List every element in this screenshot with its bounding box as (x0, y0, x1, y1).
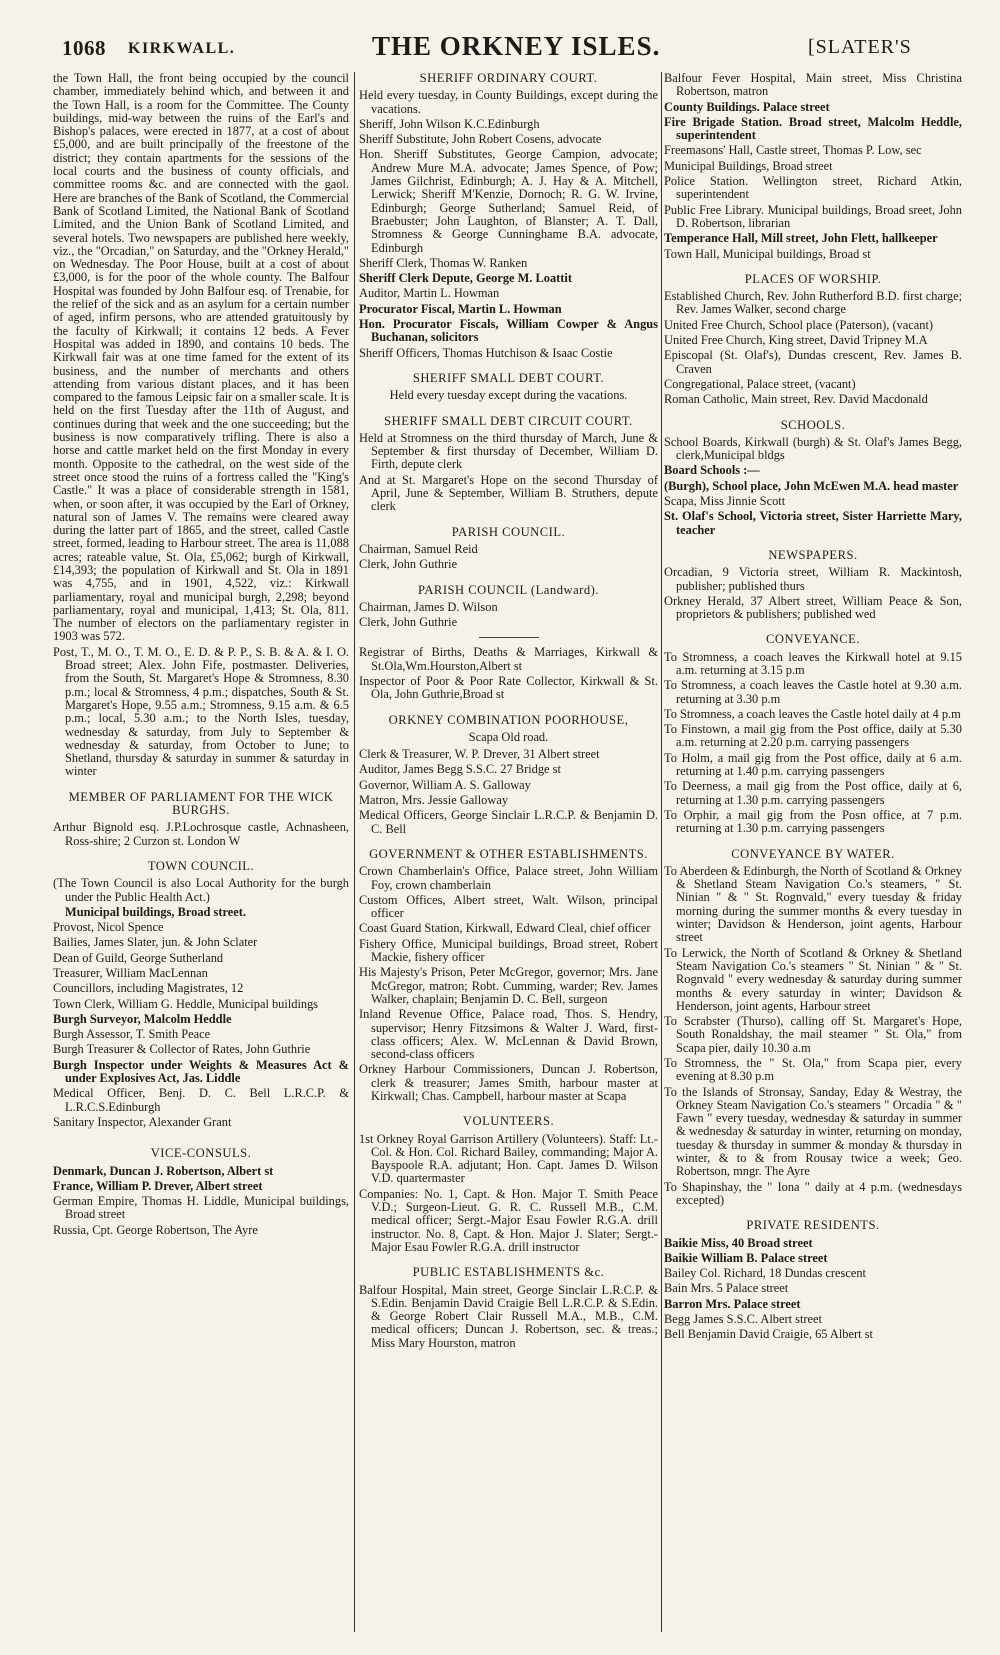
directory-entry: Coast Guard Station, Kirkwall, Edward Cleal, chief officer (359, 921, 651, 936)
directory-entry: Board Schools :— (664, 463, 760, 478)
section-heading-circuit-court: SHERIFF SMALL DEBT CIRCUIT COURT. (384, 413, 633, 428)
directory-entry: Medical Officer, Benj. D. C. Bell L.R.C.P. & L.R.C.S.Edinburgh (53, 1086, 349, 1114)
directory-entry: Sheriff Clerk Depute, George M. Loattit (359, 271, 572, 286)
directory-entry: Auditor, Martin L. Howman (359, 286, 500, 301)
directory-entry: To Stromness, the " St. Ola," from Scapa pier, every evening at 8.30 p.m (664, 1056, 962, 1084)
directory-entry: Episcopal (St. Olaf's), Dundas crescent, Rev. James B. Craven (664, 348, 962, 376)
directory-entry: Crown Chamberlain's Office, Palace street, John William Foy, crown chamberlain (359, 864, 658, 892)
directory-entry: Held every tuesday, in County Buildings, except during the vacations. (359, 88, 658, 116)
directory-entry: To Scrabster (Thurso), calling off St. Margaret's Hope, South Ronaldshay, the mail steamer " St. Ola," from Scapa pier, daily 10.30 a.m (664, 1014, 962, 1055)
directory-entry: Baikie Miss, 40 Broad street (664, 1235, 813, 1250)
directory-entry: Sheriff Substitute, John Robert Cosens, advocate (359, 132, 602, 147)
directory-entry: Town Hall, Municipal buildings, Broad st (664, 246, 871, 261)
column-rule (661, 72, 662, 1632)
directory-entry: Scapa, Miss Jinnie Scott (664, 494, 786, 509)
section-heading-poorhouse: ORKNEY COMBINATION POORHOUSE, (388, 712, 629, 727)
directory-entry: Baikie William B. Palace street (664, 1250, 828, 1265)
section-heading-private: PRIVATE RESIDENTS. (746, 1218, 880, 1233)
directory-entry: To the Islands of Stronsay, Sanday, Eday & Westray, the Orkney Steam Navigation Co.'s steamers " Orcadia " & " Fawn " every tuesday, wednesday & saturday in summer & wednesday & saturday in winter, returning on monday, tuesday & thursday in summer & monday & thursday in winter, & to & from Rousay twice a week; Geo. Robertson, mngr. The Ayre (664, 1084, 962, 1179)
page-title: THE ORKNEY ISLES. (372, 31, 661, 61)
directory-entry: Auditor, James Begg S.S.C. 27 Bridge st (359, 762, 561, 777)
directory-entry: Clerk, John Guthrie (359, 615, 458, 630)
directory-entry: To Shapinshay, the " Iona " daily at 4 p.m. (wednesdays excepted) (664, 1179, 962, 1207)
directory-entry: Balfour Hospital, Main street, George Sinclair L.R.C.P. & S.Edin. Benjamin David Craigie Bell L.R.C.P. & S.Edin. & George Robert Clair Russell M.A., M.B., C.M. medical officers; Duncan J. Robertson, sec. & treas.; Miss Mary Hourston, matron (359, 1282, 658, 1350)
section-heading-sheriff-court: SHERIFF ORDINARY COURT. (419, 71, 598, 85)
section-heading-town-council: TOWN COUNCIL. (147, 858, 255, 873)
directory-entry: Inspector of Poor & Poor Rate Collector, Kirkwall & St. Ola, John Guthrie,Broad st (359, 673, 658, 702)
section-heading-vice-consuls: VICE-CONSULS. (150, 1146, 252, 1161)
directory-entry: Municipal Buildings, Broad street (664, 158, 833, 173)
directory-entry: Companies: No. 1, Capt. & Hon. Major T. Smith Peace V.D.; Surgeon-Lieut. G. R. C. Russell M.B., C.M. medical officer; Sergt.-Major Esau Fowler R.G.A. drill instructor. No. 8, Capt. & Hon. Major J. Slater; Sergt.-Major Esau Fowler R.G.A. drill instructor (359, 1186, 658, 1254)
directory-entry: Fire Brigade Station. Broad street, Malcolm Heddle, superintendent (664, 114, 962, 143)
directory-entry: United Free Church, School place (Paterson), (vacant) (664, 317, 934, 332)
directory-entry: Orkney Herald, 37 Albert street, William Peace & Son, proprietors & publishers; published wed (664, 593, 962, 622)
section-heading-landward: PARISH COUNCIL (Landward). (417, 582, 600, 597)
directory-entry: Custom Offices, Albert street, Walt. Wilson, principal officer (359, 892, 658, 921)
directory-entry: County Buildings. Palace street (664, 99, 830, 114)
directory-entry: Councillors, including Magistrates, 12 (53, 981, 244, 996)
column-middle (359, 72, 658, 1352)
directory-entry: Provost, Nicol Spence (53, 920, 164, 935)
directory-entry: Clerk, John Guthrie (359, 557, 458, 572)
directory-entry: His Majesty's Prison, Peter McGregor, governor; Mrs. Jane McGregor, matron; Robt. Cumming, warder; Rev. James Walker, chaplain; Benjamin D. C. Bell, surgeon (359, 965, 658, 1006)
directory-entry: Denmark, Duncan J. Robertson, Albert st (53, 1163, 274, 1178)
directory-entry: Bell Benjamin David Craigie, 65 Albert st (664, 1327, 873, 1342)
directory-entry: To Orphir, a mail gig from the Posn office, at 7 p.m. returning at 1.30 p.m. carrying passengers (664, 807, 962, 836)
small-debt-entry: Held every tuesday except during the vacations. (389, 388, 628, 403)
directory-entry: Begg James S.S.C. Albert street (664, 1312, 822, 1327)
directory-entry: Freemasons' Hall, Castle street, Thomas P. Low, sec (664, 143, 922, 158)
section-heading-mp: MEMBER OF PARLIAMENT FOR THE WICK BURGHS. (68, 789, 334, 818)
column-left (53, 72, 349, 1239)
directory-entry: To Deerness, a mail gig from the Post office, daily at 6, returning at 1.30 p.m. carrying passengers (664, 779, 962, 807)
directory-entry: Burgh Surveyor, Malcolm Heddle (53, 1011, 232, 1026)
directory-entry: Registrar of Births, Deaths & Marriages, Kirkwall & St.Ola,Wm.Hourston,Albert st (359, 645, 658, 673)
directory-entry: To Stromness, a coach leaves the Castle hotel daily at 4 p.m (664, 706, 961, 721)
directory-entry: To Holm, a mail gig from the Post office, daily at 6 a.m. returning at 1.40 p.m. carrying passengers (664, 750, 962, 779)
section-heading-conveyance: CONVEYANCE. (765, 632, 860, 647)
directory-entry: Public Free Library. Municipal buildings, Broad sreet, John D. Robertson, librarian (664, 202, 962, 230)
directory-entry: Hon. Sheriff Substitutes, George Campion, advocate; Andrew Mure M.A. advocate; James Spence, of Pow; James Gilchrist, Edinburgh; A. J. Hay & A. Mitchell, Lerwick; Sheriff M'Kenzie, Dornoch; R. G. W. Irvine, Edinburgh; George Sutherland; Samuel Reid, of Braebuster; John Laughton, of Blanster; A. T. Dall, Stromness & George Cunninghame B.A. advocate, Edinburgh (359, 147, 658, 255)
directory-entry: Governor, William A. S. Galloway (359, 777, 531, 792)
directory-entry: Burgh Inspector under Weights & Measures Act & under Explosives Act, Jas. Liddle (53, 1057, 349, 1086)
directory-entry: Chairman, Samuel Reid (359, 541, 478, 556)
directory-entry: Sheriff, John Wilson K.C.Edinburgh (359, 116, 540, 131)
directory-entry: Hon. Procurator Fiscals, William Cowper & Angus Buchanan, solicitors (359, 317, 658, 345)
page-header (0, 28, 1000, 68)
section-heading-newspapers: NEWSPAPERS. (768, 547, 858, 562)
mp-entry: Arthur Bignold esq. J.P.Lochrosque castle, Achnasheen, Ross-shire; 2 Curzon st. London W (53, 820, 349, 848)
publisher-mark: [SLATER'S (808, 36, 912, 58)
running-place: KIRKWALL. (128, 40, 236, 57)
directory-entry: Burgh Treasurer & Collector of Rates, John Guthrie (53, 1042, 311, 1057)
directory-entry: Barron Mrs. Palace street (664, 1296, 801, 1311)
directory-entry: St. Olaf's School, Victoria street, Sister Harriette Mary, teacher (664, 509, 962, 537)
directory-entry: Congregational, Palace street, (vacant) (664, 376, 856, 391)
directory-entry: Clerk & Treasurer, W. P. Drever, 31 Albert street (359, 747, 600, 762)
directory-entry: Held at Stromness on the third thursday of March, June & September & first thursday of December, William D. Firth, depute clerk (359, 430, 658, 472)
section-heading-water: CONVEYANCE BY WATER. (731, 846, 895, 861)
directory-entry: Sanitary Inspector, Alexander Grant (53, 1114, 232, 1129)
directory-entry: Treasurer, William MacLennan (53, 966, 208, 980)
directory-entry: Sheriff Clerk, Thomas W. Ranken (359, 255, 528, 270)
directory-entry: Orkney Harbour Commissioners, Duncan J. Robertson, clerk & treasurer; James Smith, harbour master at Kirkwall; Chas. Campbell, harbour master at Scapa (359, 1062, 658, 1103)
directory-entry: France, William P. Drever, Albert street (53, 1178, 263, 1193)
directory-entry: (The Town Council is also Local Authority for the burgh under the Public Health Act.) (53, 876, 349, 904)
directory-entry: German Empire, Thomas H. Liddle, Municipal buildings, Broad street (53, 1194, 349, 1222)
directory-entry: And at St. Margaret's Hope on the second Thursday of April, June & September, William B. Struthers, depute clerk (359, 472, 658, 514)
directory-entry: Established Church, Rev. John Rutherford B.D. first charge; Rev. James Walker, second charge (664, 289, 963, 317)
directory-entry: United Free Church, King street, David Tripney M.A (664, 333, 928, 348)
section-heading-volunteers: VOLUNTEERS. (462, 1114, 555, 1129)
column-right (664, 72, 962, 1344)
page-number: 1068 (62, 36, 106, 60)
directory-entry: To Lerwick, the North of Scotland & Orkney & Shetland Steam Navigation Co.'s steamers " St. Ninian " & " St. Rognvald " every wednesday & saturday during summer months & every saturday in winter; Davidson & Henderson, joint agents, Harbour street (664, 945, 962, 1013)
directory-entry: Town Clerk, William G. Heddle, Municipal buildings (53, 996, 319, 1011)
directory-entry: Balfour Fever Hospital, Main street, Miss Christina Robertson, matron (664, 71, 962, 99)
directory-entry: Burgh Assessor, T. Smith Peace (53, 1027, 211, 1042)
directory-entry: To Stromness, a coach leaves the Castle hotel at 9.30 a.m. returning at 3.30 p.m (664, 678, 962, 706)
directory-entry: 1st Orkney Royal Garrison Artillery (Volunteers). Staff: Lt.-Col. & Hon. Col. Richard Bailey, commanding; Major A. Bayspoole R.A. adjutant; Hon. Capt. James D. Wilson V.D. quartermaster (359, 1131, 658, 1186)
directory-entry: Matron, Mrs. Jessie Galloway (359, 793, 509, 808)
directory-entry: Inland Revenue Office, Palace road, Thos. S. Hendry, supervisor; Henry Fitzsimons & Walter J. Ward, first-class officers; Alex. W. McLennan & David Brown, second-class officers (359, 1007, 658, 1062)
directory-entry: To Stromness, a coach leaves the Kirkwall hotel at 9.15 a.m. returning at 3.15 p.m (664, 649, 962, 677)
directory-entry: School Boards, Kirkwall (burgh) & St. Olaf's James Begg, clerk,Municipal bldgs (664, 434, 962, 463)
directory-entry: (Burgh), School place, John McEwen M.A. head master (664, 478, 959, 493)
directory-entry: Bailies, James Slater, jun. & John Sclater (53, 935, 258, 950)
directory-entry: Medical Officers, George Sinclair L.R.C.P. & Benjamin D. C. Bell (359, 808, 658, 836)
directory-entry: Bain Mrs. 5 Palace street (664, 1281, 789, 1296)
section-heading-schools: SCHOOLS. (780, 417, 846, 432)
directory-entry: Municipal buildings, Broad street. (65, 904, 246, 919)
section-heading-parish-council: PARISH COUNCIL. (451, 524, 566, 539)
directory-entry: To Aberdeen & Edinburgh, the North of Scotland & Orkney & Shetland Steam Navigation Co.'s steamers, " St. Ninian " & " St. Rognvald," every tuesday & friday morning during the summer months & every tuesday in winter; Davidson & Henderson, joint agents, Harbour street (664, 863, 962, 945)
directory-entry: Procurator Fiscal, Martin L. Howman (359, 301, 562, 316)
poorhouse-address: Scapa Old road. (468, 729, 549, 744)
directory-entry: Roman Catholic, Main street, Rev. David Macdonald (664, 392, 928, 407)
directory-entry: Dean of Guild, George Sutherland (53, 950, 224, 965)
section-divider (479, 637, 539, 638)
directory-entry: Police Station. Wellington street, Richard Atkin, superintendent (664, 174, 962, 202)
directory-entry: Sheriff Officers, Thomas Hutchison & Isaac Costie (359, 345, 613, 360)
directory-entry: To Finstown, a mail gig from the Post office, daily at 5.30 a.m. returning at 2.20 p.m. carrying passengers (664, 722, 962, 750)
section-heading-government: GOVERNMENT & OTHER ESTABLISHMENTS. (369, 846, 648, 861)
directory-entry: Temperance Hall, Mill street, John Flett, hallkeeper (664, 231, 938, 246)
post-office-entry: Post, T., M. O., T. M. O., E. D. & P. P., S. B. & A. & I. O. Broad street; Alex. John Fife, postmaster. Deliveries, from the South, St. Margaret's Hope & Stromness, 8.30 p.m.; local & Stromness, 4 p.m.; dispatches, South & St. Margaret's Hope, 9.55 a.m.; Stromness, 9.15 a.m. & 6.5 p.m.; local, 5.30 a.m.; to the North Isles, tuesday, wednesday & saturday, from July to September & wednesday & saturday, from October to June; to Shetland, thursday & saturday in summer & saturday in winter (53, 644, 349, 779)
directory-entry: Chairman, James D. Wilson (359, 599, 498, 614)
directory-entry: Russia, Cpt. George Robertson, The Ayre (53, 1222, 258, 1237)
section-heading-public-establishments: PUBLIC ESTABLISHMENTS &c. (412, 1265, 605, 1280)
section-heading-worship: PLACES OF WORSHIP. (744, 271, 882, 286)
column-rule (354, 72, 355, 1632)
kirkwall-description: the Town Hall, the front being occupied by the council chamber, immediately behind which, and between it and the Town Hall, is a room for the Committee. The County buildings, mid-way between the ruins of the Earl's and Bishop's palaces, were erected in 1877, at a cost of about £5,000, and are built principally of the freestone of the district; they contain apartments for the sessions of the local courts and the business of county officials, and committee rooms &c. and are connected with the gaol. Here are branches of the Bank of Scotland, the Commercial Bank of Scotland Limited, the National Bank of Scotland Limited, and the Union Bank of Scotland Limited, and several hotels. Two newspapers are published here weekly, viz., the "Orcadian," on Saturday, and the "Orkney Herald," on Wednesday. The Poor House, built at a cost of about £3,000, is for the poor of the whole county. The Balfour Hospital was founded by John Balfour esq. of Trenabie, for the relief of the sick and as an asylum for a certain number of aged, infirm persons, who are attended gratuitously by the faculty of Kirkwall; it contains 12 beds. A Fever Hospital was added in 1890, and contains 10 beds. The Kirkwall fair was at one time famed for the extent of its business, and the number of merchants and others attending from various distant places, and it has been compared to the famous Leipsic fair on a smaller scale. It is held on the first Tuesday after the 11th of August, and continues during that week and the one succeeding; but the business is now comparatively trifling. There is also a horse and cattle market held on the first Monday in every month. Opposite to the cathedral, on the west side of the street once stood the ruins of a fortress called the "King's Castle." It was a place of considerable strength in 1581, when, or soon after, it was occupied by the Earl of Orkney, natural son of James V. The remains were cleared away during the latter part of 1865, and the street, called Castle street, formed, leading to Harbour street. The area is 11,088 acres; rateable value, St. Ola, £5,062; burgh of Kirkwall, £14,393; the population of Kirkwall and St. Ola in 1891 was 4,755, and in 1901, 4,522, viz.: Kirkwall parliamentary, royal and municipal burgh, 2,298; beyond parliamentary, royal and municipal, 1,413; St. Ola, 811. The number of electors on the parliamentary register in 1903 was 572. (53, 71, 349, 644)
section-heading-small-debt: SHERIFF SMALL DEBT COURT. (412, 370, 605, 385)
directory-entry: Fishery Office, Municipal buildings, Broad street, Robert Mackie, fishery officer (359, 936, 658, 965)
directory-entry: Bailey Col. Richard, 18 Dundas crescent (664, 1266, 866, 1281)
directory-entry: Orcadian, 9 Victoria street, William R. Mackintosh, publisher; published thurs (664, 565, 962, 593)
